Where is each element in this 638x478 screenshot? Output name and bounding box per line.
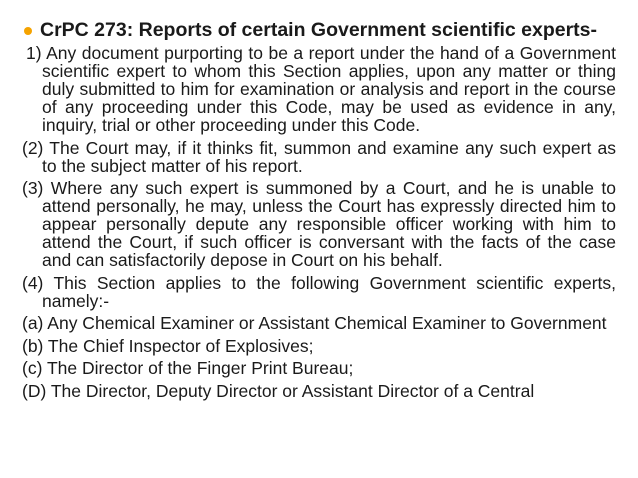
paragraph-c: (c) The Director of the Finger Print Bureau; xyxy=(22,358,354,378)
slide-heading: CrPC 273: Reports of certain Government scientific experts- xyxy=(40,19,597,41)
paragraph-3: (3) Where any such expert is summoned by a Court, and he is unable to attend personally, he may, unless the Court has expressly directed him to appear personally depute any responsible officer working with him to attend the Court, if such officer is conversant with the facts of the case and can satisfactorily depose in Court on his behalf. xyxy=(22,178,616,270)
body-text xyxy=(22,44,616,400)
bullet-icon xyxy=(24,27,32,35)
paragraph-d: (D) The Director, Deputy Director or Assistant Director of a Central xyxy=(22,380,535,401)
paragraph-b: (b) The Chief Inspector of Explosives; xyxy=(22,335,314,356)
paragraph-4: (4) This Section applies to the following Government scientific experts, namely:- xyxy=(22,272,616,311)
heading-row xyxy=(24,18,624,42)
paragraph-1: 1) Any document purporting to be a report under the hand of a Government scientific expert to whom this Section applies, upon any matter or thing duly submitted to him for examination or analysis and report in the course of any proceeding under this Code, may be used as evidence in any, inquiry, trial or other proceeding under this Code. xyxy=(26,43,616,135)
paragraph-2: (2) The Court may, if it thinks fit, summon and examine any such expert as to the subject matter of his report. xyxy=(22,137,616,176)
paragraph-a: (a) Any Chemical Examiner or Assistant Chemical Examiner to Government xyxy=(22,313,607,333)
